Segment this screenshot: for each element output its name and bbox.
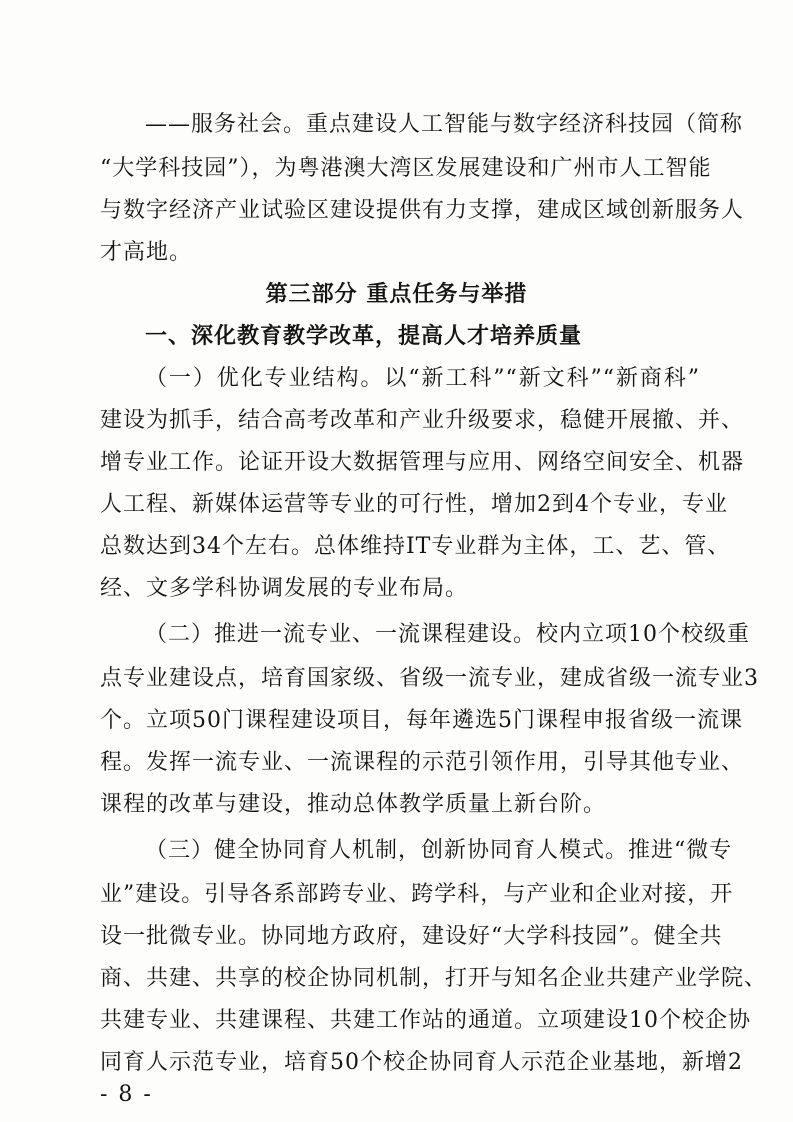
paragraph-line: 程。发挥一流专业、一流课程的示范引领作用，引导其他专业、	[100, 750, 745, 775]
paragraph-line: 商、共建、共享的校企协同机制，打开与知名企业共建产业学院、	[100, 966, 768, 991]
paragraph-line: 经、文多学科协调发展的专业布局。	[100, 576, 469, 601]
paragraph-line: 点专业建设点，培育国家级、省级一流专业，建成省级一流专业3	[100, 666, 759, 691]
paragraph-line: ——服务社会。重点建设人工智能与数字经济科技园（简称	[145, 112, 744, 137]
paragraph-line: 业”建设。引导各系部跨专业、跨学科，与产业和企业对接，开	[100, 882, 734, 907]
paragraph-line: （三）健全协同育人机制，创新协同育人模式。推进“微专	[145, 838, 733, 863]
paragraph-line: 课程的改革与建设，推动总体教学质量上新台阶。	[100, 792, 607, 817]
paragraph-line: 总数达到34个左右。总体维持IT专业群为主体，工、艺、管、	[100, 534, 731, 559]
paragraph-line: “大学科技园”），为粤港澳大湾区发展建设和广州市人工智能	[100, 156, 712, 181]
section-heading: 第三部分 重点任务与举措	[265, 282, 528, 307]
subsection-heading: 一、深化教育教学改革，提高人才培养质量	[145, 324, 583, 349]
paragraph-line: 增专业工作。论证开设大数据管理与应用、网络空间安全、机器	[100, 450, 745, 475]
paragraph-line: 设一批微专业。协同地方政府，建设好“大学科技园”。健全共	[100, 924, 723, 949]
paragraph-line: （一）优化专业结构。以“新工科”“新文科”“新商科”	[145, 366, 700, 391]
paragraph-line: 个。立项50门课程建设项目，每年遴选5门课程申报省级一流课	[100, 708, 743, 733]
paragraph-line: 共建专业、共建课程、共建工作站的通道。立项建设10个校企协	[100, 1008, 751, 1033]
paragraph-line: 人工程、新媒体运营等专业的可行性，增加2到4个专业，专业	[100, 492, 728, 517]
paragraph-line: 同育人示范专业，培育50个校企协同育人示范企业基地，新增2	[100, 1050, 743, 1075]
paragraph-line: 建设为抓手，结合高考改革和产业升级要求，稳健开展撤、并、	[100, 408, 745, 433]
paragraph-line: （二）推进一流专业、一流课程建设。校内立项10个校级重	[145, 622, 750, 647]
paragraph-line: 才高地。	[100, 240, 193, 265]
paragraph-line: 与数字经济产业试验区建设提供有力支撑，建成区域创新服务人	[100, 198, 745, 223]
page-number: - 8 -	[100, 1082, 153, 1107]
